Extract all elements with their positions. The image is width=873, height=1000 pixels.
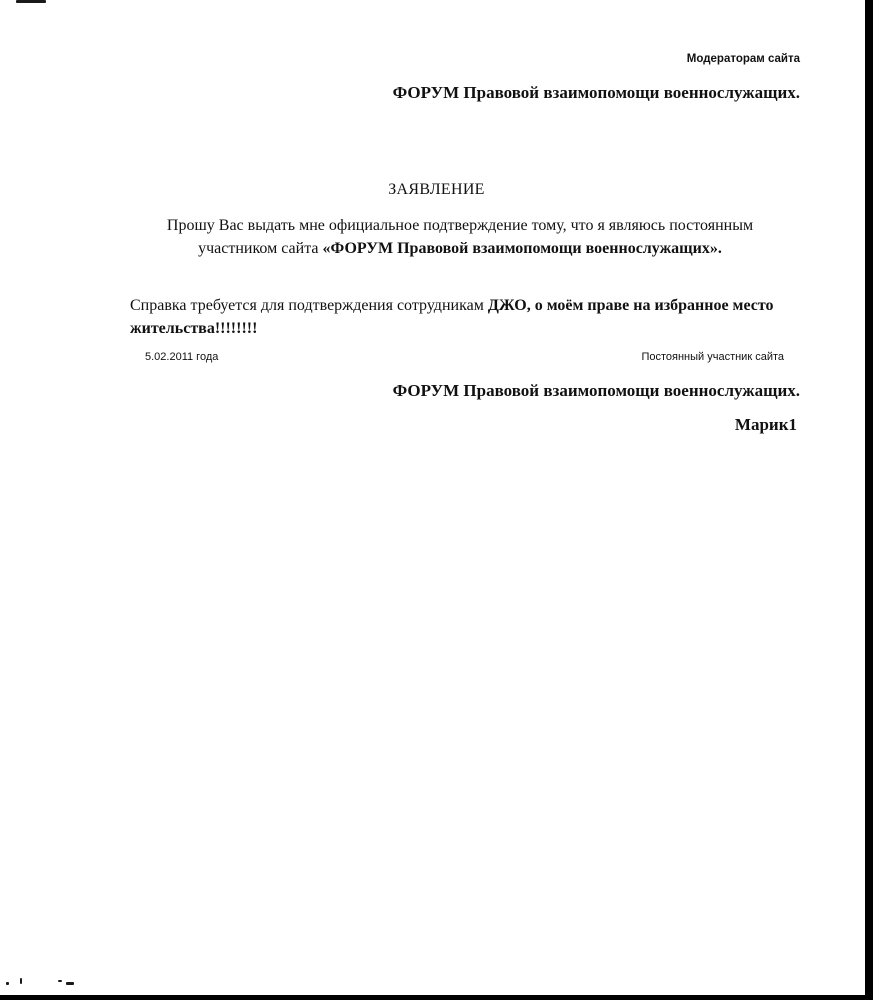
addressee-line: Модераторам сайта bbox=[686, 53, 800, 65]
scan-speck bbox=[20, 978, 22, 984]
forum-name-header: ФОРУМ Правовой взаимопомощи военнослужащих. bbox=[392, 83, 800, 102]
request-site-name: «ФОРУМ Правовой взаимопомощи военнослужащих». bbox=[322, 240, 722, 257]
scan-speck bbox=[6, 982, 9, 985]
request-paragraph bbox=[130, 214, 790, 260]
scan-speck bbox=[58, 980, 62, 982]
request-text: Прошу Вас выдать мне официальное подтверждение тому, что я являюсь постоянным участником сайта bbox=[166, 217, 754, 257]
signature-role: Постоянный участник сайта bbox=[641, 351, 784, 363]
document-date: 5.02.2011 года bbox=[145, 351, 219, 363]
document-title: ЗАЯВЛЕНИЕ bbox=[388, 181, 485, 198]
reason-text: Справка требуется для подтверждения сотрудникам bbox=[130, 297, 488, 314]
reason-paragraph bbox=[130, 294, 795, 340]
signature-nickname: Марик1 bbox=[734, 415, 797, 434]
scan-speck bbox=[16, 0, 46, 3]
forum-name-footer: ФОРУМ Правовой взаимопомощи военнослужащих. bbox=[392, 381, 800, 400]
reason-bold-text: ДЖО, о моём праве на избранное место жительства!!!!!!!! bbox=[130, 297, 774, 337]
scan-speck bbox=[66, 982, 74, 985]
scan-edge-bottom bbox=[0, 995, 873, 1000]
scan-edge-right bbox=[865, 0, 873, 1000]
